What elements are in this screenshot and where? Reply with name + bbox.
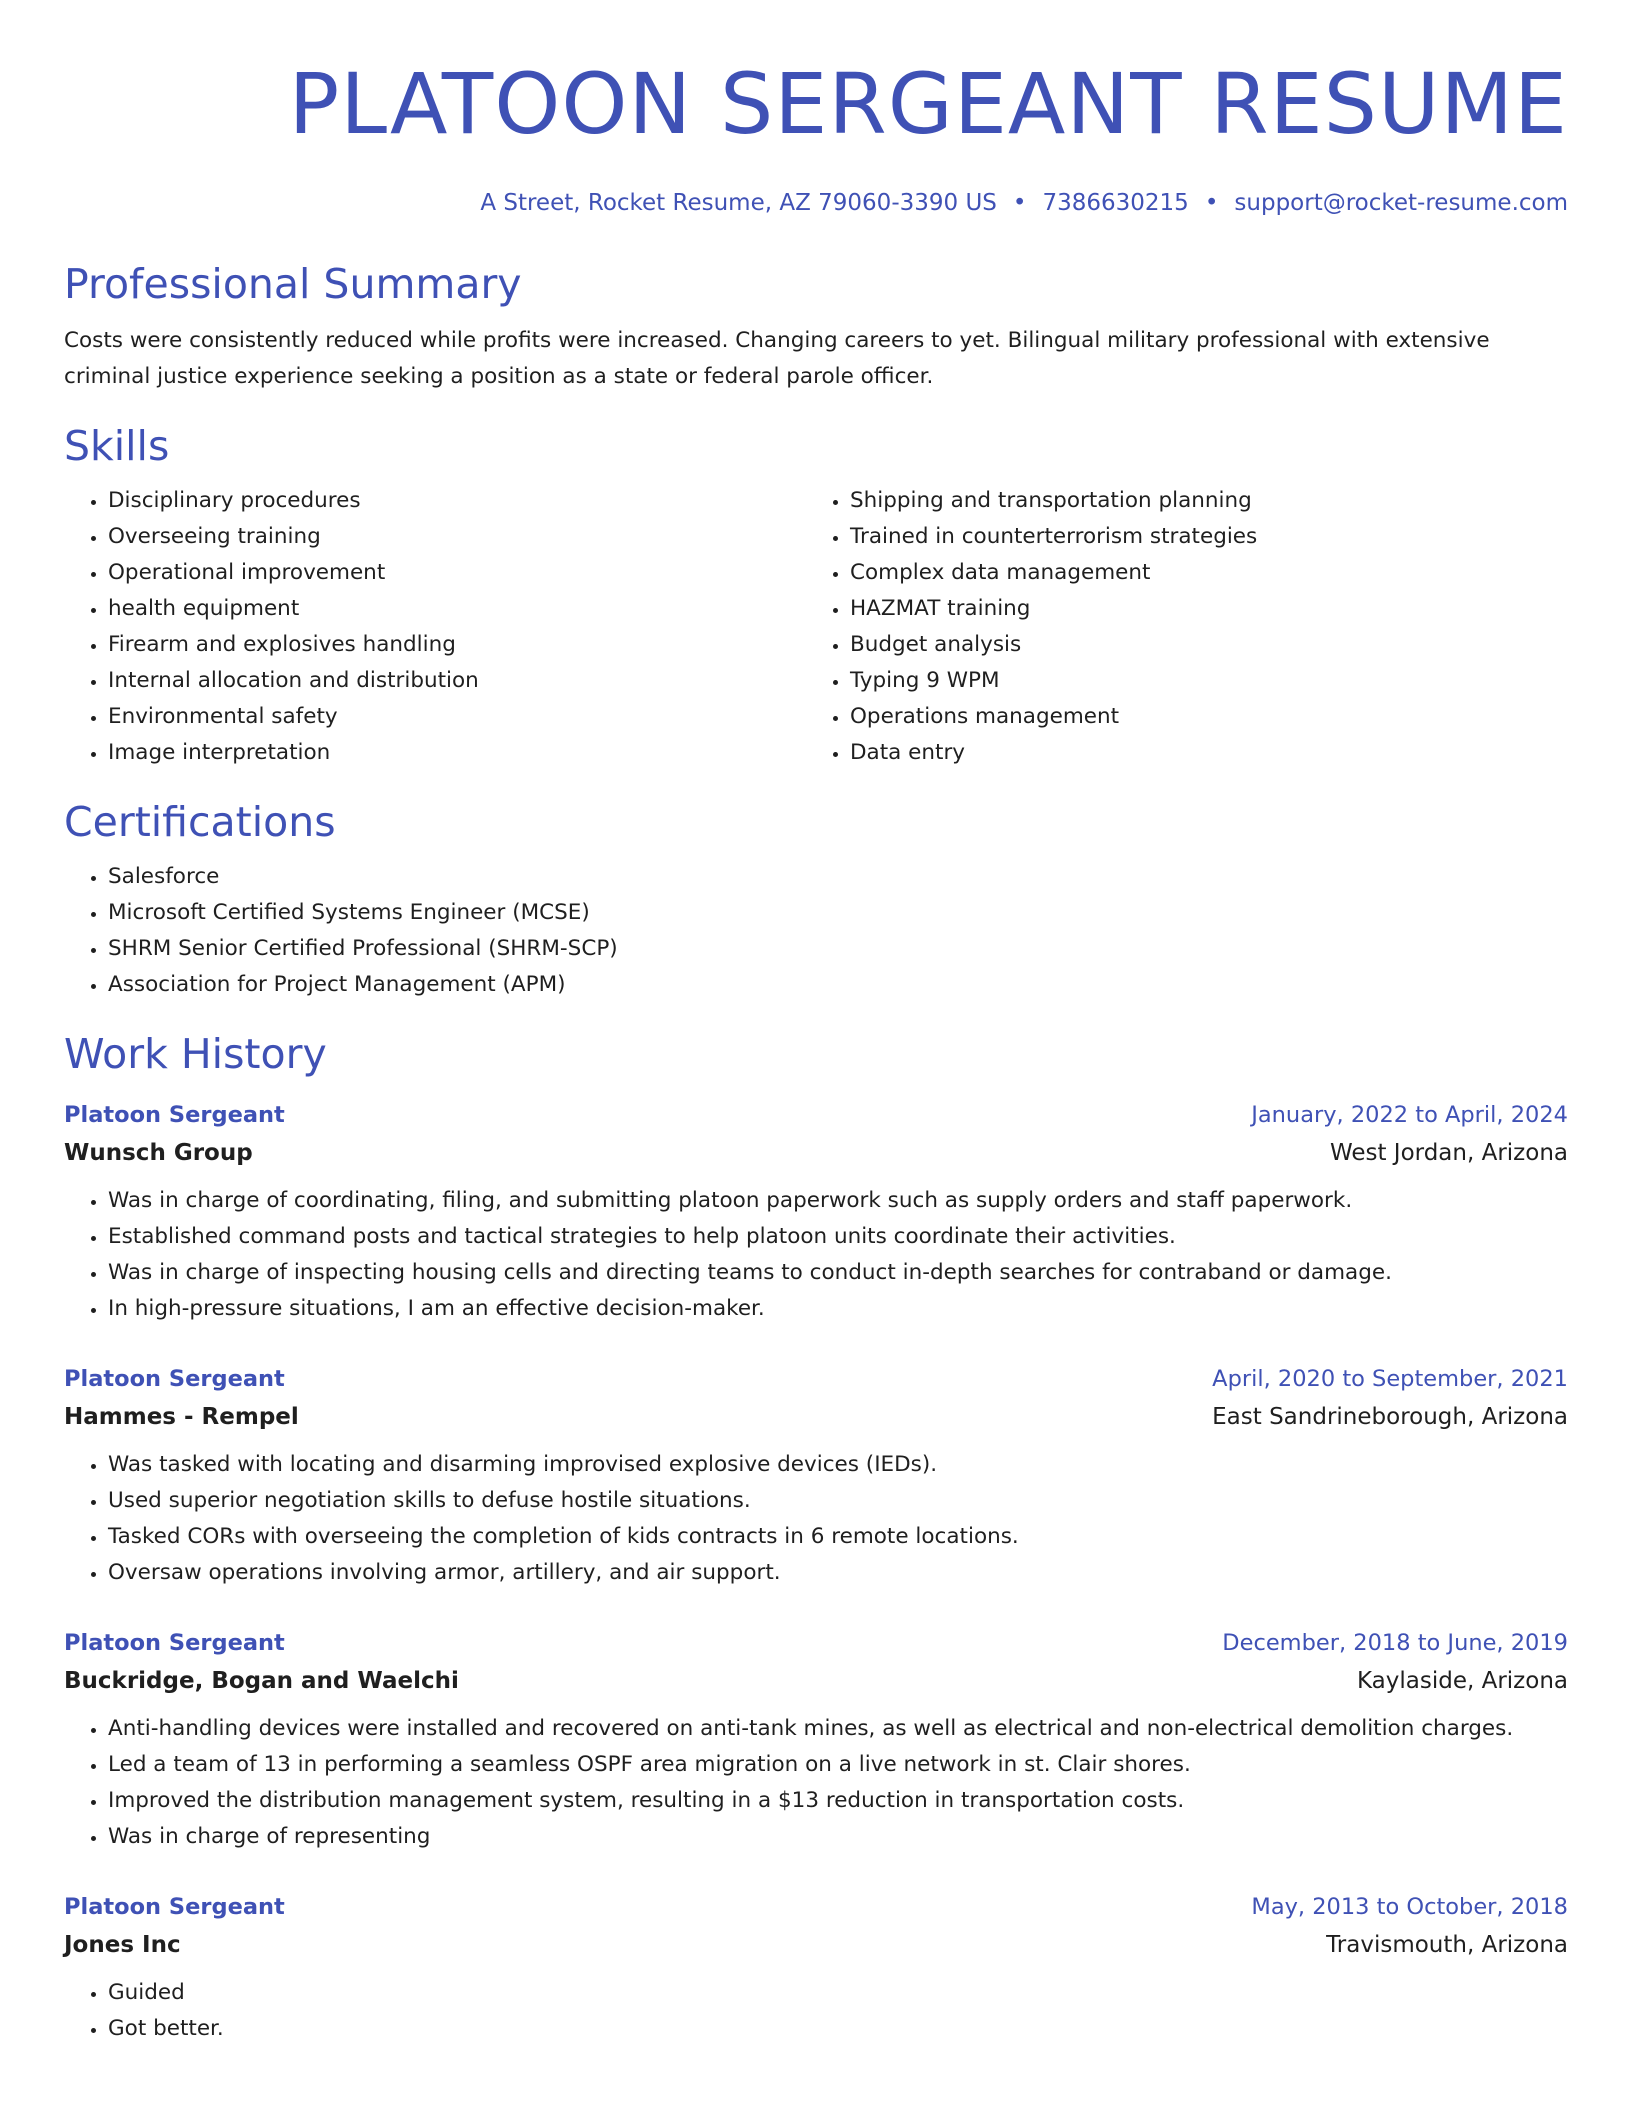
skill-item: • Operational improvement bbox=[108, 555, 806, 591]
skill-item: • Image interpretation bbox=[108, 735, 806, 771]
resume-page bbox=[64, 0, 1568, 2047]
contact-separator: • bbox=[1204, 190, 1219, 216]
skill-item: • Complex data management bbox=[850, 555, 1548, 591]
skill-item: • HAZMAT training bbox=[850, 591, 1548, 627]
skill-item: • Disciplinary procedures bbox=[108, 483, 806, 519]
contact-line bbox=[64, 188, 1568, 218]
job-duties-list bbox=[64, 1975, 1568, 2047]
skill-item: • Data entry bbox=[850, 735, 1548, 771]
job-duty-item: • Led a team of 13 in performing a seamless OSPF area migration on a live network in st. Clair shores. bbox=[108, 1747, 1568, 1783]
skill-item: • Typing 9 WPM bbox=[850, 663, 1548, 699]
job-header bbox=[64, 1625, 1568, 1661]
skill-item: • health equipment bbox=[108, 591, 806, 627]
job-header bbox=[64, 1889, 1568, 1925]
skills-list bbox=[64, 483, 1568, 771]
certification-item: • Salesforce bbox=[108, 859, 1568, 895]
job-title: Platoon Sergeant bbox=[64, 1894, 285, 1920]
job-duty-item: • Got better. bbox=[108, 2011, 1568, 2047]
job-header bbox=[64, 1097, 1568, 1133]
job-duties-list bbox=[64, 1711, 1568, 1855]
certifications-list bbox=[64, 859, 1568, 1003]
skills-column-right bbox=[806, 483, 1548, 771]
job-duty-item: • Tasked CORs with overseeing the completion of kids contracts in 6 remote locations. bbox=[108, 1519, 1568, 1555]
job-subheader bbox=[64, 1925, 1568, 1965]
skill-item: • Internal allocation and distribution bbox=[108, 663, 806, 699]
summary-text: Costs were consistently reduced while profits were increased. Changing careers to yet. Bilingual military professional with extensive criminal justice experience seeking a position as a state or federal parole officer. bbox=[64, 328, 1490, 389]
job-dates: December, 2018 to June, 2019 bbox=[1222, 1630, 1568, 1656]
certifications-heading: Certifications bbox=[64, 798, 336, 846]
contact-address: A Street, Rocket Resume, AZ 79060-3390 US bbox=[480, 190, 997, 216]
job-entry bbox=[64, 1361, 1568, 1591]
job-duty-item: • Guided bbox=[108, 1975, 1568, 2011]
contact-separator: • bbox=[1012, 190, 1027, 216]
job-subheader bbox=[64, 1661, 1568, 1701]
skill-item: • Environmental safety bbox=[108, 699, 806, 735]
skills-column-left bbox=[64, 483, 806, 771]
skill-item: • Overseeing training bbox=[108, 519, 806, 555]
job-entry bbox=[64, 1889, 1568, 2047]
job-entry bbox=[64, 1097, 1568, 1327]
job-duty-item: • Was in charge of coordinating, filing, and submitting platoon paperwork such as supply orders and staff paperwork. bbox=[108, 1183, 1568, 1219]
job-dates: May, 2013 to October, 2018 bbox=[1251, 1894, 1568, 1920]
certification-item: • SHRM Senior Certified Professional (SHRM-SCP) bbox=[108, 931, 1568, 967]
job-duty-item: • Used superior negotiation skills to defuse hostile situations. bbox=[108, 1483, 1568, 1519]
contact-email: support@rocket-resume.com bbox=[1234, 190, 1568, 216]
job-company: Wunsch Group bbox=[64, 1140, 253, 1166]
job-duty-item: • Established command posts and tactical strategies to help platoon units coordinate their activities. bbox=[108, 1219, 1568, 1255]
job-duty-item: • Anti-handling devices were installed and recovered on anti-tank mines, as well as electrical and non-electrical demolition charges. bbox=[108, 1711, 1568, 1747]
skill-item: • Firearm and explosives handling bbox=[108, 627, 806, 663]
job-duty-item: • In high-pressure situations, I am an effective decision-maker. bbox=[108, 1291, 1568, 1327]
job-company: Buckridge, Bogan and Waelchi bbox=[64, 1668, 459, 1694]
job-subheader bbox=[64, 1397, 1568, 1437]
job-location: West Jordan, Arizona bbox=[1329, 1140, 1568, 1166]
job-company: Jones Inc bbox=[64, 1932, 181, 1958]
skill-item: • Trained in counterterrorism strategies bbox=[850, 519, 1548, 555]
job-header bbox=[64, 1361, 1568, 1397]
job-title: Platoon Sergeant bbox=[64, 1366, 285, 1392]
job-title: Platoon Sergeant bbox=[64, 1102, 285, 1128]
job-entry bbox=[64, 1625, 1568, 1855]
job-company: Hammes - Rempel bbox=[64, 1404, 299, 1430]
work-history-heading: Work History bbox=[64, 1030, 327, 1078]
resume-title: PLATOON SERGEANT RESUME bbox=[288, 55, 1568, 153]
job-title: Platoon Sergeant bbox=[64, 1630, 285, 1656]
skill-item: • Operations management bbox=[850, 699, 1548, 735]
skill-item: • Budget analysis bbox=[850, 627, 1548, 663]
certification-item: • Association for Project Management (APM) bbox=[108, 967, 1568, 1003]
job-location: Travismouth, Arizona bbox=[1326, 1932, 1568, 1958]
job-dates: January, 2022 to April, 2024 bbox=[1251, 1102, 1568, 1128]
job-subheader bbox=[64, 1133, 1568, 1173]
job-duties-list bbox=[64, 1447, 1568, 1591]
job-dates: April, 2020 to September, 2021 bbox=[1212, 1366, 1568, 1392]
job-duty-item: • Was in charge of representing bbox=[108, 1819, 1568, 1855]
job-location: Kaylaside, Arizona bbox=[1356, 1668, 1568, 1694]
job-duties-list bbox=[64, 1183, 1568, 1327]
job-duty-item: • Was in charge of inspecting housing cells and directing teams to conduct in-depth searches for contraband or damage. bbox=[108, 1255, 1568, 1291]
skill-item: • Shipping and transportation planning bbox=[850, 483, 1548, 519]
contact-phone: 7386630215 bbox=[1042, 190, 1189, 216]
skills-heading: Skills bbox=[64, 422, 170, 470]
job-duty-item: • Oversaw operations involving armor, artillery, and air support. bbox=[108, 1555, 1568, 1591]
summary-heading: Professional Summary bbox=[64, 260, 522, 308]
job-location: East Sandrineborough, Arizona bbox=[1212, 1404, 1568, 1430]
certification-item: • Microsoft Certified Systems Engineer (MCSE) bbox=[108, 895, 1568, 931]
work-history-list bbox=[64, 1097, 1568, 2047]
job-duty-item: • Was tasked with locating and disarming improvised explosive devices (IEDs). bbox=[108, 1447, 1568, 1483]
job-duty-item: • Improved the distribution management system, resulting in a $13 reduction in transportation costs. bbox=[108, 1783, 1568, 1819]
